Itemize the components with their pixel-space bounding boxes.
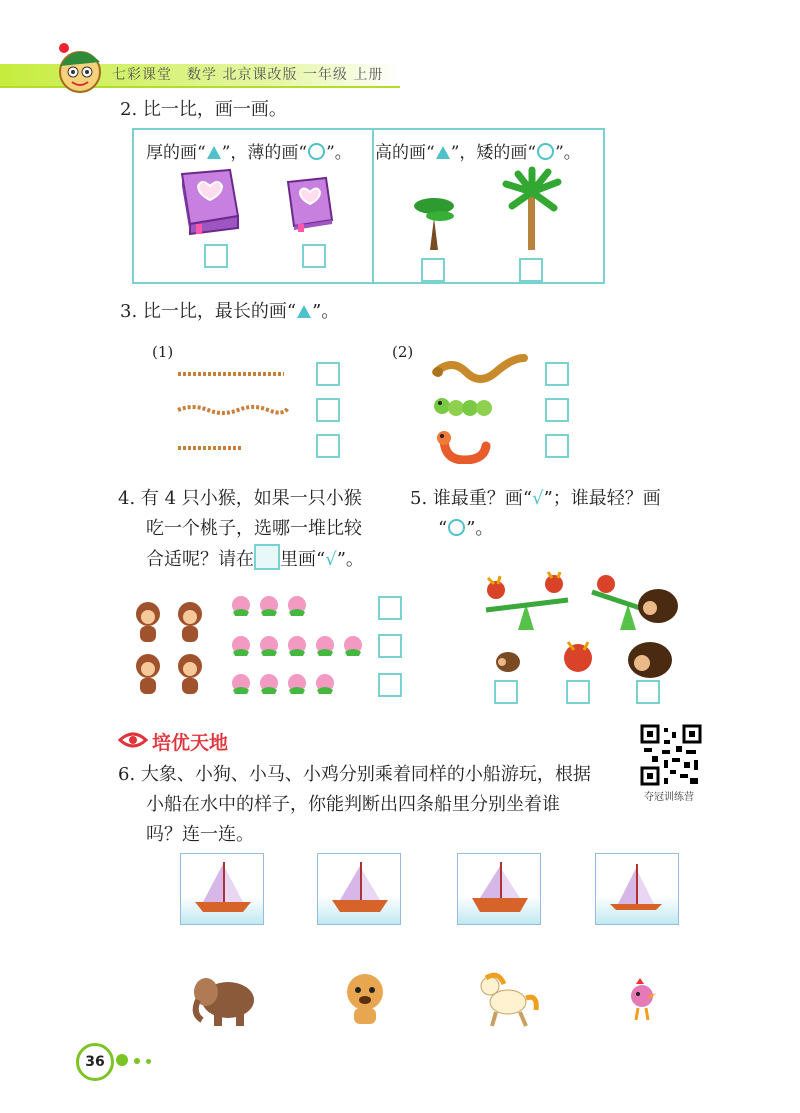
peach-icon bbox=[288, 596, 306, 616]
mascot-icon bbox=[48, 40, 110, 96]
section-title: 培优天地 bbox=[152, 732, 229, 754]
q2-right-instruction: 高的画“ ”，矮的画“ ”。 bbox=[375, 143, 581, 163]
boat-card[interactable] bbox=[457, 853, 541, 925]
worm-icon bbox=[434, 428, 492, 464]
answer-box[interactable] bbox=[519, 258, 543, 282]
bird-icon bbox=[487, 576, 505, 599]
tree-icon bbox=[410, 188, 460, 252]
peach-icon bbox=[260, 674, 278, 694]
monkeys bbox=[128, 598, 218, 698]
peach-icon bbox=[288, 636, 306, 656]
chick-icon[interactable] bbox=[622, 976, 666, 1024]
header-title: 七彩课堂 数学 北京课改版 一年级 上册 bbox=[112, 67, 384, 83]
q5-text: 5. 谁最重？画“√”；谁最轻？画 “ ”。 bbox=[410, 488, 661, 539]
answer-box[interactable] bbox=[378, 673, 402, 697]
rope bbox=[178, 407, 288, 413]
q4-text: 4. 有 4 只小猴，如果一只小猴 吃一个桃子，选哪一堆比较 合适呢？请在 里画“√”。 bbox=[118, 488, 364, 570]
circle-icon bbox=[537, 143, 554, 160]
answer-box[interactable] bbox=[421, 258, 445, 282]
answer-box[interactable] bbox=[316, 434, 340, 458]
circle-icon bbox=[308, 143, 325, 160]
boat-card[interactable] bbox=[595, 853, 679, 925]
answer-box[interactable] bbox=[204, 244, 228, 268]
peach-icon bbox=[316, 674, 334, 694]
monkey-icon bbox=[136, 602, 160, 642]
monkey-icon bbox=[136, 654, 160, 694]
answer-box[interactable] bbox=[378, 634, 402, 658]
elephant-icon[interactable] bbox=[188, 970, 260, 1030]
snake-icon bbox=[430, 350, 534, 390]
boat-card[interactable] bbox=[180, 853, 264, 925]
q3-part1-label: (1) bbox=[152, 343, 174, 361]
qr-code-icon[interactable] bbox=[640, 724, 702, 786]
page-dot bbox=[146, 1059, 151, 1064]
peach-icon bbox=[344, 636, 362, 656]
boat-icon bbox=[458, 854, 542, 926]
peach-icon bbox=[316, 636, 334, 656]
circle-icon bbox=[448, 519, 465, 536]
hedgehog-icon bbox=[628, 642, 672, 678]
answer-box[interactable] bbox=[378, 596, 402, 620]
q6-text: 6. 大象、小狗、小马、小鸡分别乘着同样的小船游玩，根据 小船在水中的样子，你能判断出四条船里分别坐着谁 吗？连一连。 bbox=[118, 764, 591, 845]
inline-answer-box bbox=[254, 544, 280, 570]
peach-icon bbox=[260, 636, 278, 656]
page-dot bbox=[134, 1058, 140, 1064]
triangle-icon bbox=[436, 146, 450, 159]
seesaw-icon bbox=[486, 600, 568, 630]
bird-icon bbox=[564, 642, 592, 672]
ropes bbox=[174, 368, 294, 458]
weight-animals bbox=[490, 636, 680, 680]
hedgehog-icon bbox=[638, 589, 678, 623]
boat-icon bbox=[181, 854, 265, 926]
peach-icon bbox=[232, 596, 250, 616]
dog-icon[interactable] bbox=[340, 970, 390, 1028]
q2-left-instruction: 厚的画“ ”，薄的画“ ”。 bbox=[146, 143, 352, 163]
page-number: 36 bbox=[76, 1043, 114, 1081]
peach-icon bbox=[260, 596, 278, 616]
triangle-icon bbox=[207, 146, 221, 159]
horse-icon[interactable] bbox=[476, 970, 540, 1030]
seesaw-illustrations bbox=[478, 570, 680, 632]
boat-card[interactable] bbox=[317, 853, 401, 925]
peach-piles bbox=[228, 594, 374, 698]
triangle-icon bbox=[297, 305, 311, 318]
peach-icon bbox=[232, 636, 250, 656]
answer-box[interactable] bbox=[494, 680, 518, 704]
answer-box[interactable] bbox=[316, 398, 340, 422]
q3-title: 3. 比一比，最长的画“ ”。 bbox=[120, 301, 340, 322]
answer-box[interactable] bbox=[566, 680, 590, 704]
page-dot bbox=[116, 1054, 128, 1066]
monkey-icon bbox=[178, 602, 202, 642]
peach-icon bbox=[232, 674, 250, 694]
book-icon bbox=[282, 176, 334, 234]
bird-icon bbox=[597, 575, 615, 593]
eye-icon bbox=[118, 731, 148, 749]
answer-box[interactable] bbox=[545, 434, 569, 458]
boat-icon bbox=[318, 854, 402, 926]
hedgehog-icon bbox=[496, 652, 520, 672]
palm-tree-icon bbox=[500, 166, 564, 252]
answer-box[interactable] bbox=[545, 398, 569, 422]
q3-part2-label: (2) bbox=[392, 343, 414, 361]
boat-icon bbox=[596, 854, 680, 926]
q2-title: 2. 比一比，画一画。 bbox=[120, 99, 287, 120]
answer-box[interactable] bbox=[636, 680, 660, 704]
bird-icon bbox=[545, 572, 563, 593]
q2-divider bbox=[372, 128, 374, 284]
qr-caption: 夺冠训练营 bbox=[644, 792, 694, 803]
caterpillar-icon bbox=[432, 392, 498, 420]
peach-icon bbox=[288, 674, 306, 694]
answer-box[interactable] bbox=[545, 362, 569, 386]
answer-box[interactable] bbox=[302, 244, 326, 268]
book-icon bbox=[176, 166, 242, 236]
answer-box[interactable] bbox=[316, 362, 340, 386]
monkey-icon bbox=[178, 654, 202, 694]
